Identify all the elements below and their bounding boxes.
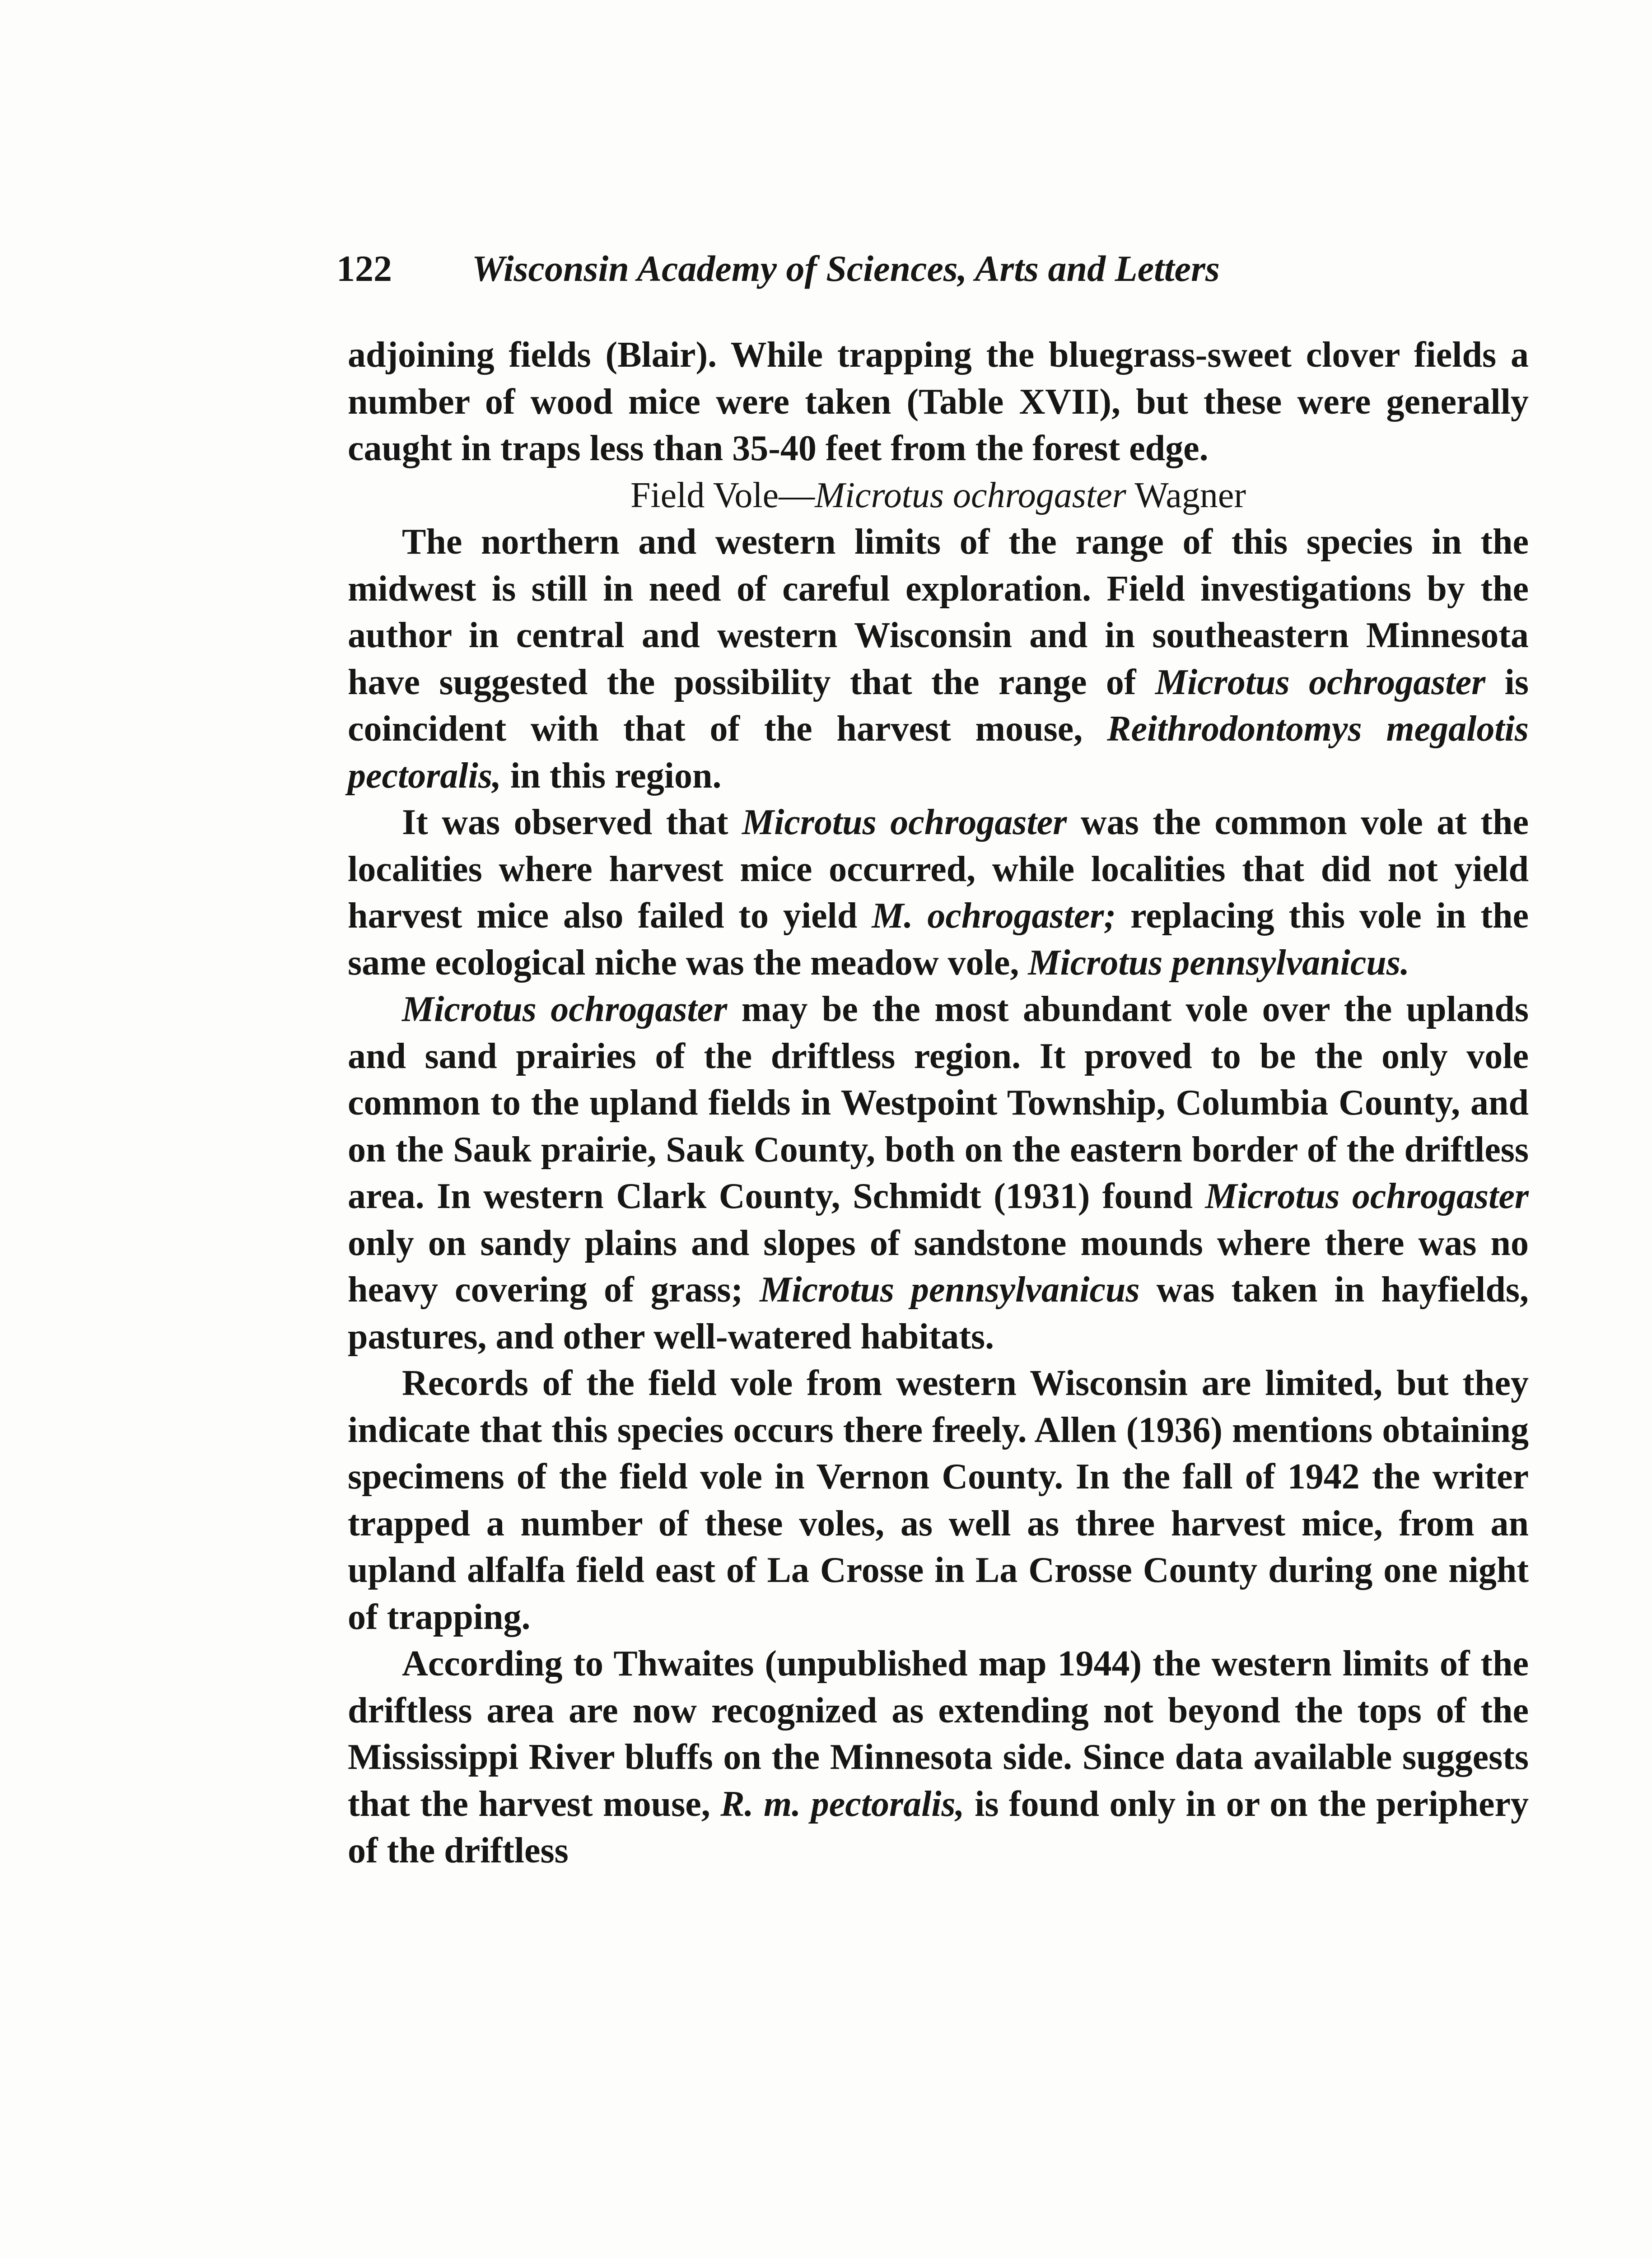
running-head <box>336 242 1375 296</box>
body-text <box>348 332 1529 1875</box>
paragraph-observation <box>348 799 1529 986</box>
italic-run: R. m. pectoralis, <box>720 1784 965 1824</box>
text-run: in this region. <box>501 756 722 796</box>
text-run: is coincident with that of the harvest mouse, <box>348 662 1529 749</box>
italic-run: Microtus pennsylvanicus. <box>1028 942 1409 983</box>
heading-prefix: Field Vole— <box>630 475 815 515</box>
paragraph-western-records <box>348 1360 1529 1641</box>
text-run: Records of the field vole from western Wisconsin are limited, but they indicate that this species occurs there freely. Allen (1936) mentions obtaining specimens of the field vole in Vernon County. In the fall of 1942 the writer trapped a number of these voles, as well as three harvest mice, from an upland alfalfa field east of La Crosse in La Crosse County during one night of trapping. <box>348 1363 1529 1637</box>
text-run: was taken in hayfields, pastures, and other well-watered habitats. <box>348 1270 1529 1357</box>
text-run: is found only in or on the periphery of the driftless <box>348 1784 1529 1871</box>
text-run: The northern and western limits of the range of this species in the midwest is still in need of careful exploration. Field investigations by the author in central and western Wisconsin and in southeastern Minnesota have suggested the possibility that the range of <box>348 522 1529 702</box>
italic-run: M. ochrogaster; <box>872 896 1116 936</box>
paragraph-driftless-limits <box>348 1641 1529 1875</box>
text-run: replacing this vole in the same ecological niche was the meadow vole, <box>348 896 1529 983</box>
text-run: only on sandy plains and slopes of sandstone mounds where there was no heavy covering of grass; <box>348 1223 1529 1310</box>
heading-authority: Wagner <box>1126 475 1246 515</box>
page-number: 122 <box>336 248 392 289</box>
text-run: According to Thwaites (unpublished map 1944) the western limits of the driftless area are now recognized as extending not beyond the tops of the Mississippi River bluffs on the Minnesota side. Since data available suggests that the harvest mouse, <box>348 1644 1529 1824</box>
heading-latin-name: Microtus ochrogaster <box>815 475 1126 515</box>
italic-run: Microtus ochrogaster <box>1205 1176 1529 1216</box>
paragraph-range-limits <box>348 519 1529 799</box>
italic-run: Microtus ochrogaster <box>742 802 1067 842</box>
italic-run: Microtus pennsylvanicus <box>760 1270 1140 1310</box>
paragraph-abundance <box>348 986 1529 1360</box>
journal-title: Wisconsin Academy of Sciences, Arts and Letters <box>472 248 1220 289</box>
section-heading <box>348 472 1529 519</box>
italic-run: Microtus ochrogaster <box>402 989 728 1029</box>
text-run: may be the most abundant vole over the uplands and sand prairies of the driftless region. It proved to be the only vole common to the upland fields in Westpoint Township, Columbia County, and on the Sauk prairie, Sauk County, both on the eastern border of the driftless area. In western Clark County, Schmidt (1931) found <box>348 989 1529 1216</box>
text-run: was the common vole at the localities where harvest mice occurred, while localities that did not yield harvest mice also failed to yield <box>348 802 1529 936</box>
italic-run: Microtus ochrogaster <box>1155 662 1486 702</box>
continuation-paragraph: adjoining fields (Blair). While trapping the bluegrass-sweet clover fields a number of wood mice were taken (Table XVII), but these were generally caught in traps less than 35-40 feet from the forest edge. <box>348 335 1529 468</box>
text-run: It was observed that <box>402 802 742 842</box>
italic-run: Reithrodontomys megalotis pectoralis, <box>348 709 1529 796</box>
